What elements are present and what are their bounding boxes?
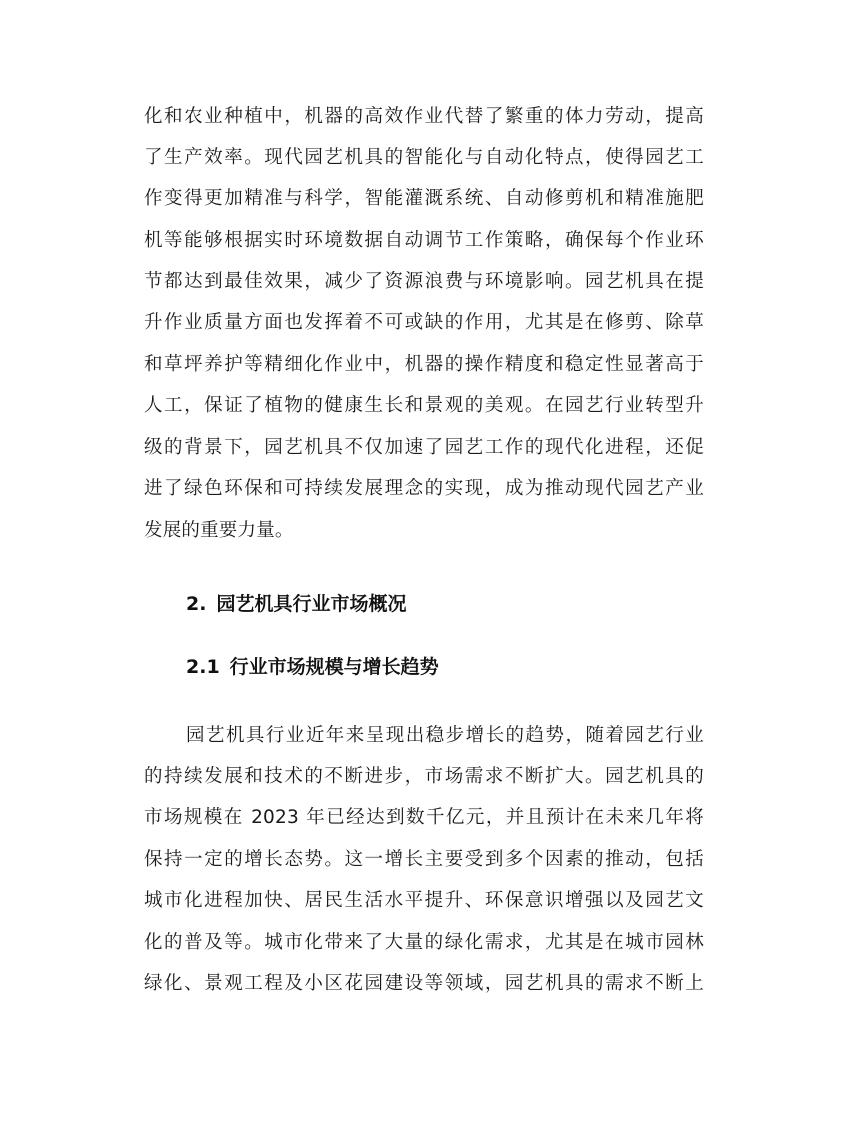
text-line: 化的普及等。城市化带来了大量的绿化需求，尤其是在城市园林 bbox=[144, 932, 704, 953]
subsection-title: 行业市场规模与增长趋势 bbox=[229, 656, 439, 678]
text-line: 市场规模在 2023 年已经达到数千亿元，并且预计在未来几年将 bbox=[144, 807, 704, 828]
subsection-number: 2.1 bbox=[186, 656, 220, 678]
text-line: 人工，保证了植物的健康生长和景观的美观。在园艺行业转型升 bbox=[144, 395, 704, 416]
section-heading bbox=[186, 590, 406, 618]
text-line: 和草坪养护等精细化作业中，机器的操作精度和稳定性显著高于 bbox=[144, 354, 704, 375]
text-line: 作变得更加精准与科学，智能灌溉系统、自动修剪机和精准施肥 bbox=[144, 188, 704, 209]
text-line: 的持续发展和技术的不断进步，市场需求不断扩大。园艺机具的 bbox=[144, 766, 704, 787]
text-line: 级的背景下，园艺机具不仅加速了园艺工作的现代化进程，还促 bbox=[144, 437, 704, 458]
section-title: 园艺机具行业市场概况 bbox=[216, 593, 407, 615]
text-line: 升作业质量方面也发挥着不可或缺的作用，尤其是在修剪、除草 bbox=[144, 312, 704, 333]
text-line: 绿化、景观工程及小区花园建设等领域，园艺机具的需求不断上 bbox=[144, 973, 704, 994]
text-line: 发展的重要力量。 bbox=[144, 520, 294, 541]
text-line: 园艺机具行业近年来呈现出稳步增长的趋势，随着园艺行业 bbox=[186, 725, 704, 746]
text-line: 机等能够根据实时环境数据自动调节工作策略，确保每个作业环 bbox=[144, 230, 704, 251]
text-line: 节都达到最佳效果，减少了资源浪费与环境影响。园艺机具在提 bbox=[144, 271, 704, 292]
subsection-heading bbox=[186, 653, 439, 681]
text-line: 化和农业种植中，机器的高效作业代替了繁重的体力劳动，提高 bbox=[144, 106, 704, 127]
text-line: 城市化进程加快、居民生活水平提升、环保意识增强以及园艺文 bbox=[144, 890, 704, 911]
text-line: 进了绿色环保和可持续发展理念的实现，成为推动现代园艺产业 bbox=[144, 478, 704, 499]
text-line: 保持一定的增长态势。这一增长主要受到多个因素的推动，包括 bbox=[144, 849, 704, 870]
text-line: 了生产效率。现代园艺机具的智能化与自动化特点，使得园艺工 bbox=[144, 147, 704, 168]
section-number: 2. bbox=[186, 593, 207, 615]
